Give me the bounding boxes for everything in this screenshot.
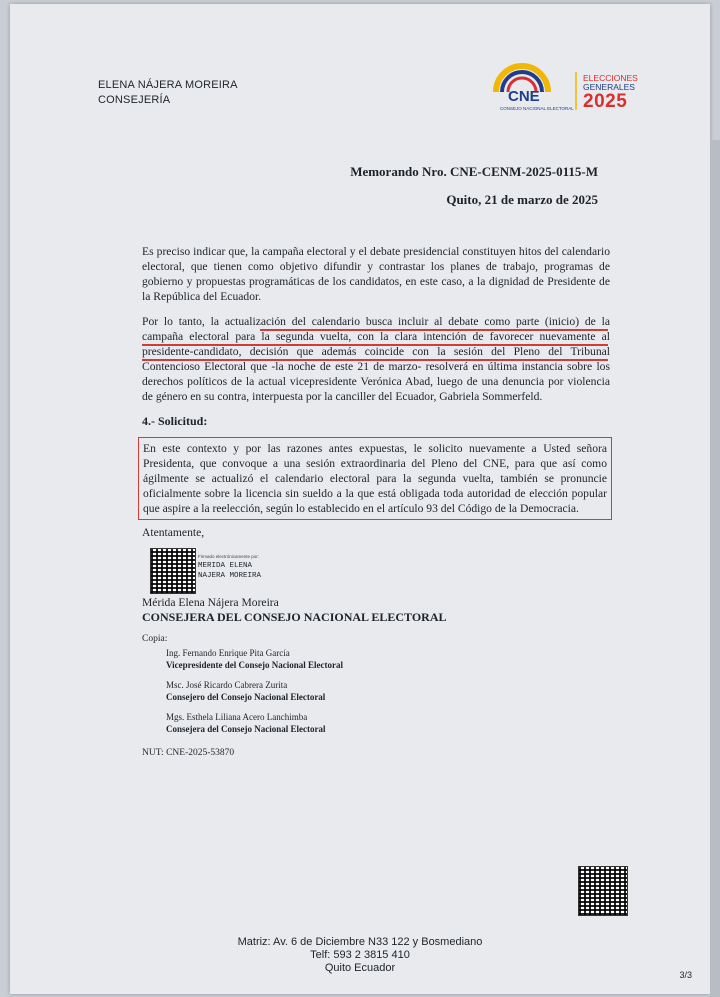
footer-line-1: Matriz: Av. 6 de Diciembre N33 122 y Bosmediano [237,936,483,948]
viewer-scrollbar[interactable] [710,140,720,997]
cne-logo [488,62,658,118]
paragraph-2: Por lo tanto, la actualización del calendario busca incluir al debate como parte (inicio) de la campaña electoral para la segunda vuelta, con la clara intención de favorecer nuevamente al presidente-candidato, decisión que además coincide con la sesión del Pleno del Tribunal Contencioso Electoral que -la noche de este 21 de marzo- resolverá en última instancia sobre los derechos políticos de la actual vicepresidente Verónica Abad, luego de una denuncia por violencia de género en su contra, interpuesta por la canciller del Ecuador, Gabriela Sommerfeld. [142,315,610,403]
copy-title-3: Consejera del Consejo Nacional Electoral [166,724,326,734]
footer-address [10,936,710,975]
signature-stamp-text: Firmado electrónicamente por: [198,554,260,559]
paragraph-3: En este contexto y por las razones antes expuestas, le solicito nuevamente a Usted señora Presidenta, que convoque a una sesión extraordinaria del Pleno del CNE, para que así como ágilmente se actualizó el calendario electoral para la segunda vuelta, también se pronuncie oficialmente sobre la licencia sin sueldo a la que está obligada toda autoridad de elección popular que aspire a la reelección, según lo establecido en el artículo 93 del Código de la Democracia. [143,442,607,515]
cne-logo-text: CNE [508,88,540,105]
copy-name-3: Mgs. Esthela Liliana Acero Lanchimba [166,712,308,722]
nut-reference: NUT: CNE-2025-53870 [142,748,235,758]
sender-unit: CONSEJERÍA [98,94,171,106]
red-underline-3 [142,359,608,361]
elecciones-year: 2025 [583,91,628,112]
footer-line-2: Telf: 593 2 3815 410 [310,949,410,961]
copy-title-2: Consejero del Consejo Nacional Electoral [166,692,326,702]
cne-logo-subtitle: CONSEJO NACIONAL ELECTORAL [500,106,574,111]
signature-qr-code [150,548,196,594]
document-page [10,4,710,994]
signature-stamp-line2: NAJERA MOREIRA [198,571,262,580]
red-underline-1 [260,329,608,331]
signer-name: Mérida Elena Nájera Moreira [142,596,279,609]
elecciones-line2: GENERALES [583,82,635,92]
paragraph-1: Es preciso indicar que, la campaña electoral y el debate presidencial constituyen hitos del calendario electoral, que tienen como objetivo difundir y contrastar los planes de trabajo, programas de gobierno y propuestas programáticas de los candidatos, en este caso, a la dignidad de Presidente de la República del Ecuador. [142,245,610,303]
memo-number: Memorando Nro. CNE-CENM-2025-0115-M [350,164,598,179]
signer-title: CONSEJERA DEL CONSEJO NACIONAL ELECTORAL [142,610,447,624]
sender-block [98,78,238,108]
signature-stamp-line1: MERIDA ELENA [198,562,253,570]
memo-date: Quito, 21 de marzo de 2025 [446,192,598,207]
section-title: 4.- Solicitud: [142,414,208,428]
copy-name-2: Msc. José Ricardo Cabrera Zurita [166,680,288,690]
document-qr-code [578,866,628,916]
page-number: 3/3 [679,970,692,980]
footer-line-3: Quito Ecuador [324,962,396,974]
copy-name-1: Ing. Fernando Enrique Pita García [166,648,290,658]
elecciones-line1: ELECCIONES [583,73,638,83]
sender-name: ELENA NÁJERA MOREIRA [98,79,238,91]
copies-label: Copia: [142,634,168,644]
copy-title-1: Vicepresidente del Consejo Nacional Electoral [166,660,343,670]
closing: Atentamente, [142,526,205,539]
signature-stamp-name [198,562,261,581]
red-underline-2 [142,344,608,346]
highlighted-request-box [138,437,612,520]
